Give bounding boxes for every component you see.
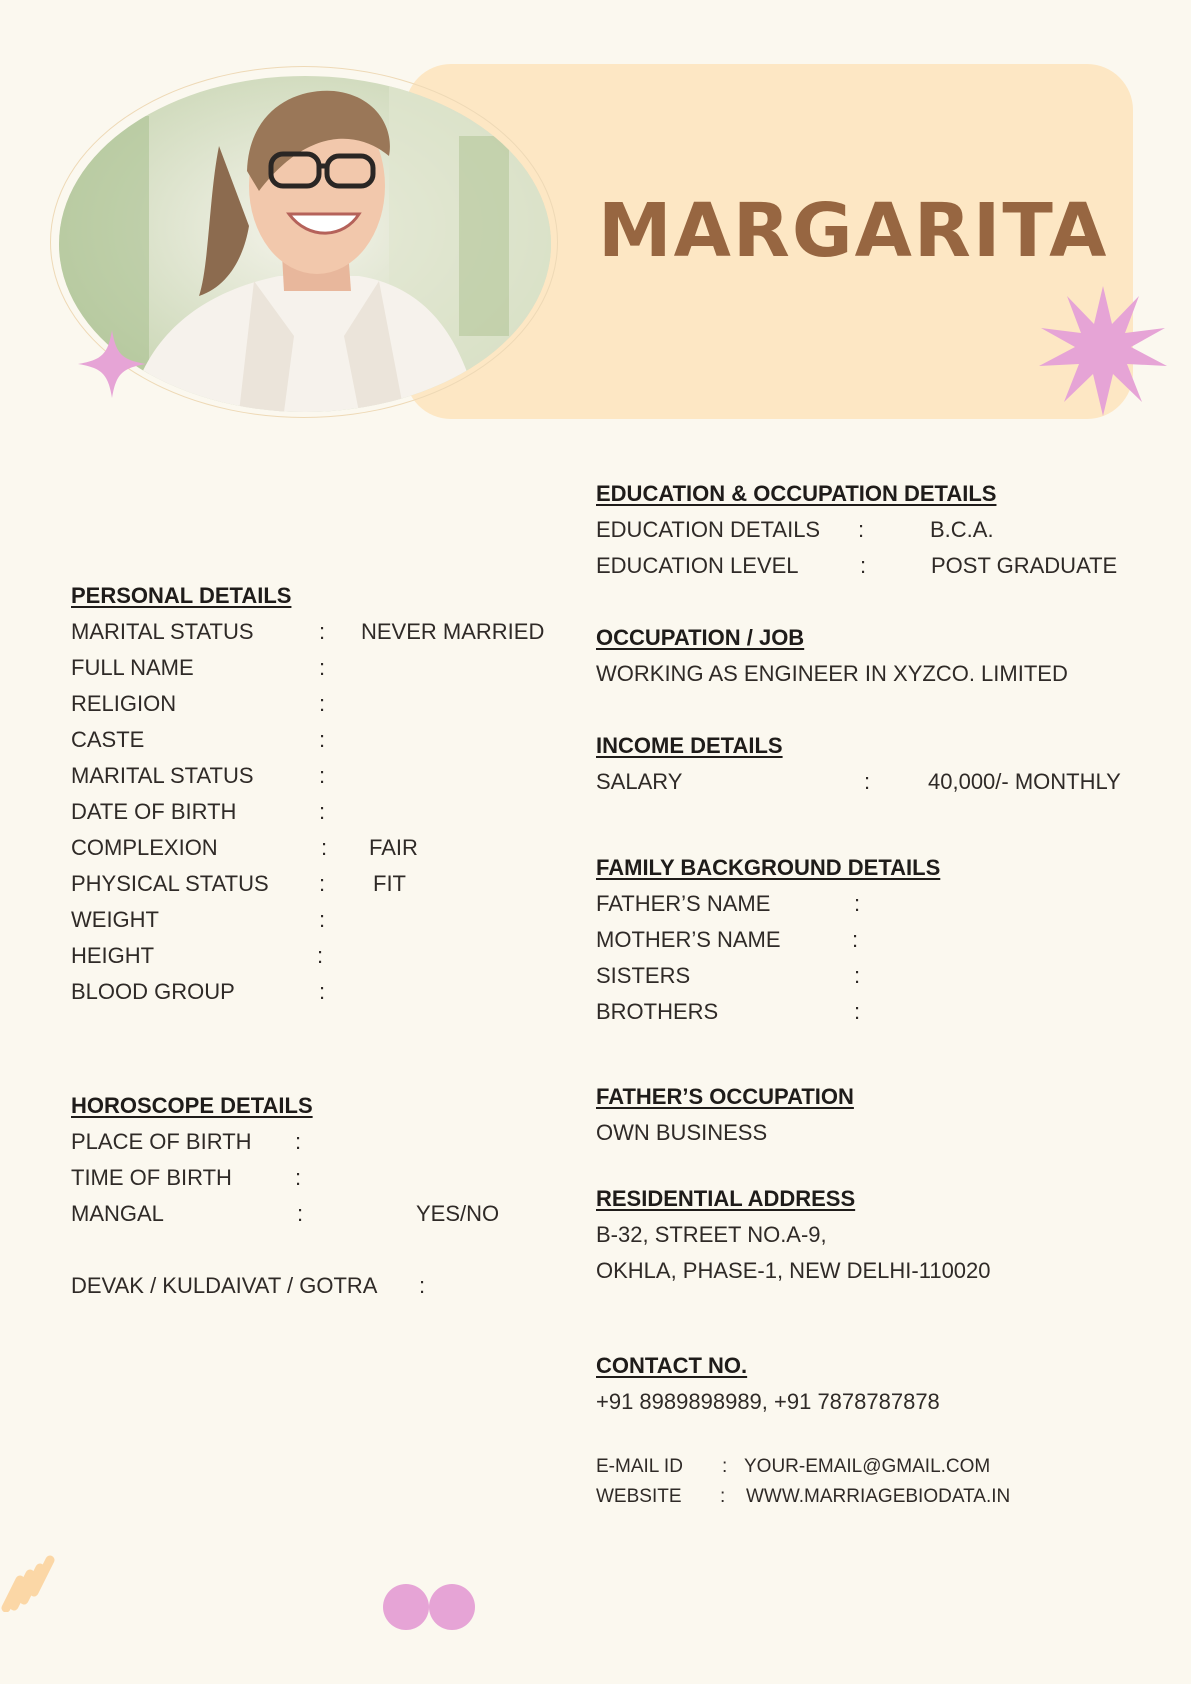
row-label: EDUCATION LEVEL — [596, 553, 799, 578]
row-label: DATE OF BIRTH — [71, 799, 237, 824]
row-colon: : — [858, 517, 865, 542]
section-heading: FATHER’S OCCUPATION — [596, 1084, 854, 1109]
detail-row — [71, 902, 326, 938]
row-label: WEBSITE — [596, 1486, 682, 1507]
occupation-text: WORKING AS ENGINEER IN XYZCO. LIMITED — [596, 661, 1068, 686]
row-label: CASTE — [71, 727, 145, 752]
row-colon: : — [295, 1129, 302, 1154]
row-colon: : — [854, 891, 861, 916]
detail-row — [71, 1124, 313, 1160]
row-colon: : — [319, 799, 326, 824]
row-colon: : — [319, 907, 326, 932]
detail-row — [71, 758, 326, 794]
detail-row — [71, 866, 406, 902]
detail-row — [596, 764, 1121, 800]
row-colon: : — [319, 763, 326, 788]
section-heading: INCOME DETAILS — [596, 733, 783, 758]
row-colon: : — [854, 999, 861, 1024]
detail-row — [71, 614, 545, 650]
detail-row — [71, 650, 326, 686]
row-label: HEIGHT — [71, 943, 155, 968]
horoscope-details-section — [71, 1088, 500, 1304]
row-value: FAIR — [369, 835, 418, 860]
education-section — [596, 476, 1118, 584]
detail-row — [71, 974, 326, 1010]
row-value: YES/NO — [416, 1201, 500, 1226]
section-heading: EDUCATION & OCCUPATION DETAILS — [596, 481, 997, 506]
row-colon: : — [722, 1456, 728, 1477]
squiggle-decoration — [0, 1540, 56, 1612]
row-colon: : — [720, 1486, 726, 1507]
row-colon: : — [852, 927, 859, 952]
email-value: YOUR-EMAIL@GMAIL.COM — [744, 1456, 991, 1477]
detail-row — [71, 1196, 500, 1232]
row-value: POST GRADUATE — [931, 553, 1118, 578]
income-section — [596, 728, 1121, 800]
section-heading: OCCUPATION / JOB — [596, 625, 805, 650]
contact-section — [596, 1348, 940, 1420]
row-label: RELIGION — [71, 691, 177, 716]
starburst-decoration — [1036, 284, 1170, 418]
detail-row — [71, 686, 326, 722]
row-label: SALARY — [596, 769, 683, 794]
row-colon: : — [419, 1273, 426, 1298]
row-label: COMPLEXION — [71, 835, 218, 860]
row-colon: : — [864, 769, 871, 794]
row-label: PLACE OF BIRTH — [71, 1129, 252, 1154]
detail-row — [596, 886, 940, 922]
address-line: B-32, STREET NO.A-9, — [596, 1222, 827, 1247]
row-value: NEVER MARRIED — [361, 619, 545, 644]
phone-numbers: +91 8989898989, +91 7878787878 — [596, 1389, 940, 1414]
personal-details-section — [71, 578, 545, 1010]
row-colon: : — [297, 1201, 304, 1226]
detail-row — [596, 512, 996, 548]
row-label: DEVAK / KULDAIVAT / GOTRA — [71, 1273, 378, 1298]
row-colon: : — [295, 1165, 302, 1190]
row-colon: : — [854, 963, 861, 988]
row-label: PHYSICAL STATUS — [71, 871, 269, 896]
row-colon: : — [321, 835, 328, 860]
father-occupation-section — [596, 1079, 854, 1151]
row-label: E-MAIL ID — [596, 1456, 683, 1477]
father-occupation-text: OWN BUSINESS — [596, 1120, 768, 1145]
row-value: FIT — [373, 871, 406, 896]
row-colon: : — [319, 619, 326, 644]
row-value: B.C.A. — [930, 517, 994, 542]
family-background-section — [596, 850, 940, 1030]
row-colon: : — [860, 553, 867, 578]
row-label: TIME OF BIRTH — [71, 1165, 232, 1190]
section-heading: PERSONAL DETAILS — [71, 583, 292, 608]
detail-row — [71, 722, 326, 758]
row-label: SISTERS — [596, 963, 691, 988]
sparkle-decoration — [76, 328, 148, 400]
profile-name: MARGARITA — [598, 188, 1109, 274]
detail-row — [71, 1160, 313, 1196]
section-heading: FAMILY BACKGROUND DETAILS — [596, 855, 941, 880]
detail-row — [596, 922, 940, 958]
row-colon: : — [319, 727, 326, 752]
row-label: FATHER’S NAME — [596, 891, 771, 916]
circles-decoration — [382, 1582, 478, 1632]
section-heading: CONTACT NO. — [596, 1353, 748, 1378]
residential-address-section — [596, 1181, 991, 1289]
row-label: BLOOD GROUP — [71, 979, 235, 1004]
detail-row — [71, 938, 324, 974]
row-label: WEIGHT — [71, 907, 159, 932]
detail-row — [596, 994, 940, 1030]
row-label: EDUCATION DETAILS — [596, 517, 821, 542]
row-colon: : — [319, 979, 326, 1004]
detail-row — [71, 1268, 426, 1304]
row-label: FULL NAME — [71, 655, 194, 680]
row-label: MARITAL STATUS — [71, 763, 254, 788]
row-label: MANGAL — [71, 1201, 164, 1226]
row-label: MOTHER’S NAME — [596, 927, 781, 952]
row-colon: : — [319, 691, 326, 716]
website-value: WWW.MARRIAGEBIODATA.IN — [746, 1486, 1011, 1507]
row-colon: : — [319, 655, 326, 680]
detail-row — [596, 958, 940, 994]
detail-row — [71, 794, 326, 830]
occupation-section — [596, 620, 1068, 692]
row-value: 40,000/- MONTHLY — [928, 769, 1121, 794]
row-colon: : — [317, 943, 324, 968]
address-line: OKHLA, PHASE-1, NEW DELHI-110020 — [596, 1258, 991, 1283]
detail-row — [71, 830, 418, 866]
section-heading: RESIDENTIAL ADDRESS — [596, 1186, 856, 1211]
row-label: MARITAL STATUS — [71, 619, 254, 644]
section-heading: HOROSCOPE DETAILS — [71, 1093, 313, 1118]
row-colon: : — [319, 871, 326, 896]
row-label: BROTHERS — [596, 999, 719, 1024]
detail-row — [596, 548, 1118, 584]
